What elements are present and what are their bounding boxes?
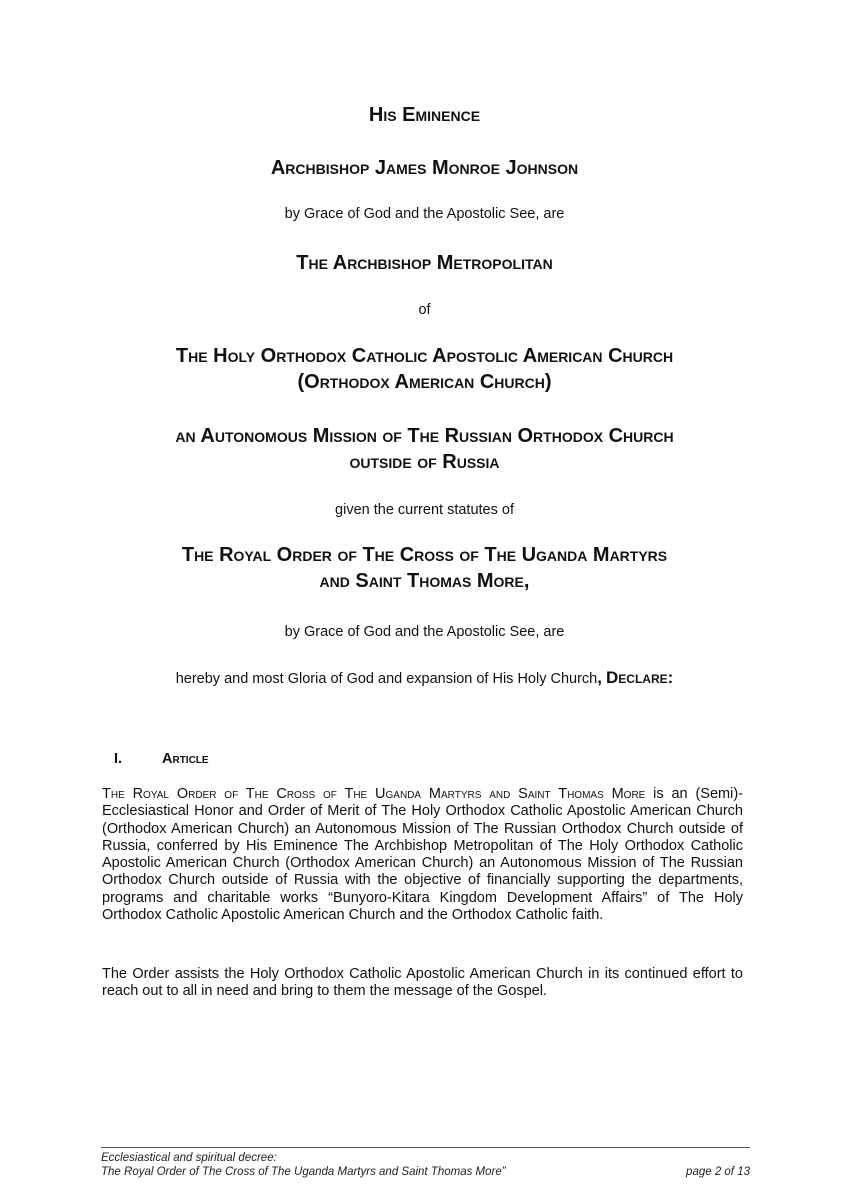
church-name-block — [60, 343, 789, 395]
paragraph-1-body-a: is an (Semi)-Ecclesiastical Honor and Order of Merit of The Holy Orthodox Catholic Apostolic American Church (Orthodox American Church) an Autonomous Mission of The Russian Orthodox Church outside of Russia, conferred by His Eminence The Archbishop Metropolitan of The Holy Orthodox Catholic Apostolic American Church (Orthodox American Church) an Autonomous Mission of The Russian Orthodox Church outside of Russia with the objective of financially supporting the departments, programs and charitable works — [102, 786, 743, 906]
order-name-block — [60, 542, 789, 594]
declare-line — [60, 669, 789, 688]
article-label: Article — [162, 751, 209, 767]
grace-line-1: by Grace of God and the Apostolic See, are — [284, 206, 565, 222]
order-line-2: and Saint Thomas More, — [319, 570, 530, 592]
title-archbishop-name: Archbishop James Monroe Johnson — [270, 157, 579, 179]
order-line-1: The Royal Order of The Cross of The Uganda Martyrs — [181, 544, 668, 566]
article-paragraph-2: The Order assists the Holy Orthodox Catholic Apostolic American Church in its continued effort to reach out to all in need and bring to them the message of the Gospel. — [102, 966, 743, 1000]
paragraph-1-quote: “Bunyoro-Kitara Kingdom Development Affairs” — [328, 889, 648, 906]
grace-line-2: by Grace of God and the Apostolic See, are — [284, 624, 565, 640]
page-number: page 2 of 13 — [686, 1166, 750, 1178]
title-archbishop-metropolitan: The Archbishop Metropolitan — [296, 252, 553, 274]
given-line: given the current statutes of — [335, 502, 514, 518]
order-name-lead: The Royal Order of The Cross of The Uganda Martyrs and Saint Thomas More — [102, 786, 646, 802]
article-number: I. — [114, 751, 123, 767]
title-his-eminence: His Eminence — [368, 104, 481, 126]
page-footer — [101, 1151, 750, 1179]
declare-word: Declare: — [606, 668, 674, 687]
mission-line-1: an Autonomous Mission of The Russian Orthodox Church — [175, 425, 674, 447]
footer-divider — [101, 1147, 750, 1148]
footer-line-1: Ecclesiastical and spiritual decree: — [101, 1152, 277, 1164]
declare-text: hereby and most Gloria of God and expansion of His Holy Church — [175, 671, 598, 687]
article-paragraph-1 — [102, 786, 743, 924]
church-line-1: The Holy Orthodox Catholic Apostolic American Church — [175, 345, 674, 367]
of-line: of — [418, 302, 431, 318]
mission-block — [60, 423, 789, 475]
mission-line-2: outside of Russia — [349, 451, 500, 473]
declare-comma: , — [597, 668, 602, 687]
footer-row-2 — [101, 1165, 750, 1179]
footer-line-2: The Royal Order of The Cross of The Uganda Martyrs and Saint Thomas More” — [101, 1166, 506, 1178]
church-line-2: (Orthodox American Church) — [297, 371, 552, 393]
article-heading — [114, 750, 209, 768]
paragraph-1-body-b: of The Holy Orthodox Catholic Apostolic American Church and the Orthodox Catholic faith. — [102, 889, 743, 924]
